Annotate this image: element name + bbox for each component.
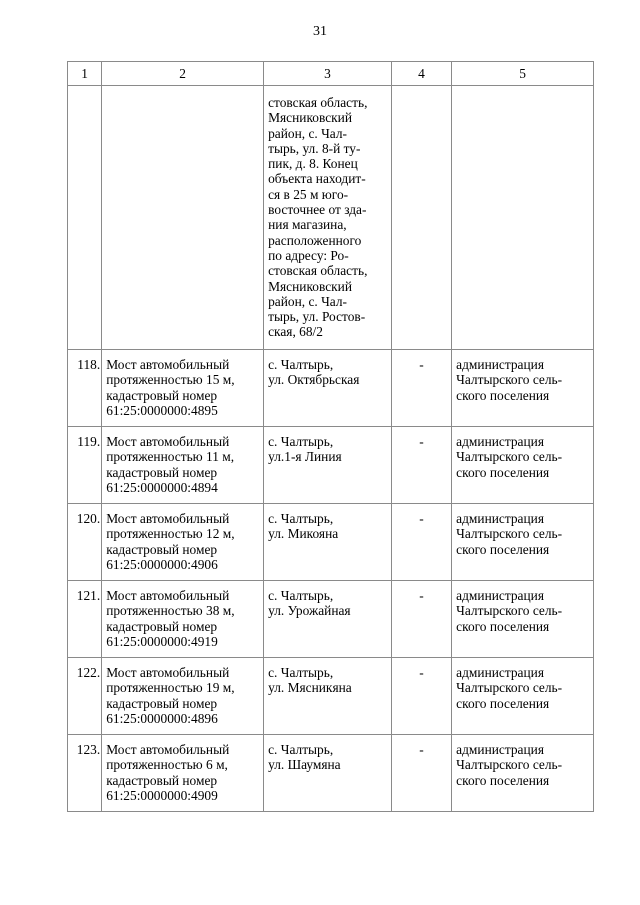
rights-holder: администрация Чалтырского сель- ского поселения	[452, 504, 594, 581]
rights-holder: администрация Чалтырского сель- ского поселения	[452, 427, 594, 504]
row-number: 119.	[68, 427, 102, 504]
row-number: 120.	[68, 504, 102, 581]
table-row	[68, 350, 594, 427]
continuation-col4-cell	[391, 86, 451, 350]
continuation-holder-cell	[452, 86, 594, 350]
object-address: с. Чалтырь, ул. Мясникяна	[264, 658, 392, 735]
page-number: 31	[313, 24, 327, 39]
object-description: Мост автомобильный протяженностью 15 м, кадастровый номер 61:25:0000000:4895	[102, 350, 264, 427]
object-address: с. Чалтырь, ул.1-я Линия	[264, 427, 392, 504]
object-description: Мост автомобильный протяженностью 12 м, кадастровый номер 61:25:0000000:4906	[102, 504, 264, 581]
table-row	[68, 658, 594, 735]
row-number: 118.	[68, 350, 102, 427]
row-number: 121.	[68, 581, 102, 658]
column-4-value: -	[391, 658, 451, 735]
rights-holder: администрация Чалтырского сель- ского поселения	[452, 735, 594, 812]
object-address: с. Чалтырь, ул. Октябрьская	[264, 350, 392, 427]
table-row	[68, 581, 594, 658]
row-number: 123.	[68, 735, 102, 812]
object-description: Мост автомобильный протяженностью 38 м, кадастровый номер 61:25:0000000:4919	[102, 581, 264, 658]
object-description: Мост автомобильный протяженностью 6 м, кадастровый номер 61:25:0000000:4909	[102, 735, 264, 812]
object-address: с. Чалтырь, ул. Шаумяна	[264, 735, 392, 812]
column-4-value: -	[391, 427, 451, 504]
continuation-object-cell	[102, 86, 264, 350]
object-address: с. Чалтырь, ул. Урожайная	[264, 581, 392, 658]
rights-holder: администрация Чалтырского сель- ского поселения	[452, 350, 594, 427]
column-4-value: -	[391, 350, 451, 427]
rights-holder: администрация Чалтырского сель- ского поселения	[452, 658, 594, 735]
continuation-address-cell: стовская область, Мясниковский район, с. Чал- тырь, ул. 8-й ту- пик, д. 8. Конец объекта находит- ся в 25 м юго- восточнее от зда- ния магазина, расположенного по адресу: Ро- стовская область, Мясниковский район, с. Чал- тырь, ул. Ростов- ская, 68/2	[264, 86, 392, 350]
header-row	[68, 62, 594, 86]
continuation-num-cell	[68, 86, 102, 350]
object-description: Мост автомобильный протяженностью 19 м, кадастровый номер 61:25:0000000:4896	[102, 658, 264, 735]
header-cell-1: 1	[68, 62, 102, 86]
header-cell-3: 3	[264, 62, 392, 86]
object-address: с. Чалтырь, ул. Микояна	[264, 504, 392, 581]
table-row	[68, 504, 594, 581]
table-row	[68, 427, 594, 504]
header-cell-2: 2	[102, 62, 264, 86]
column-4-value: -	[391, 581, 451, 658]
rights-holder: администрация Чалтырского сель- ского поселения	[452, 581, 594, 658]
row-number: 122.	[68, 658, 102, 735]
table-row	[68, 735, 594, 812]
property-table	[67, 61, 594, 812]
column-4-value: -	[391, 504, 451, 581]
header-cell-4: 4	[391, 62, 451, 86]
object-description: Мост автомобильный протяженностью 11 м, кадастровый номер 61:25:0000000:4894	[102, 427, 264, 504]
column-4-value: -	[391, 735, 451, 812]
continuation-row	[68, 86, 594, 350]
header-cell-5: 5	[452, 62, 594, 86]
